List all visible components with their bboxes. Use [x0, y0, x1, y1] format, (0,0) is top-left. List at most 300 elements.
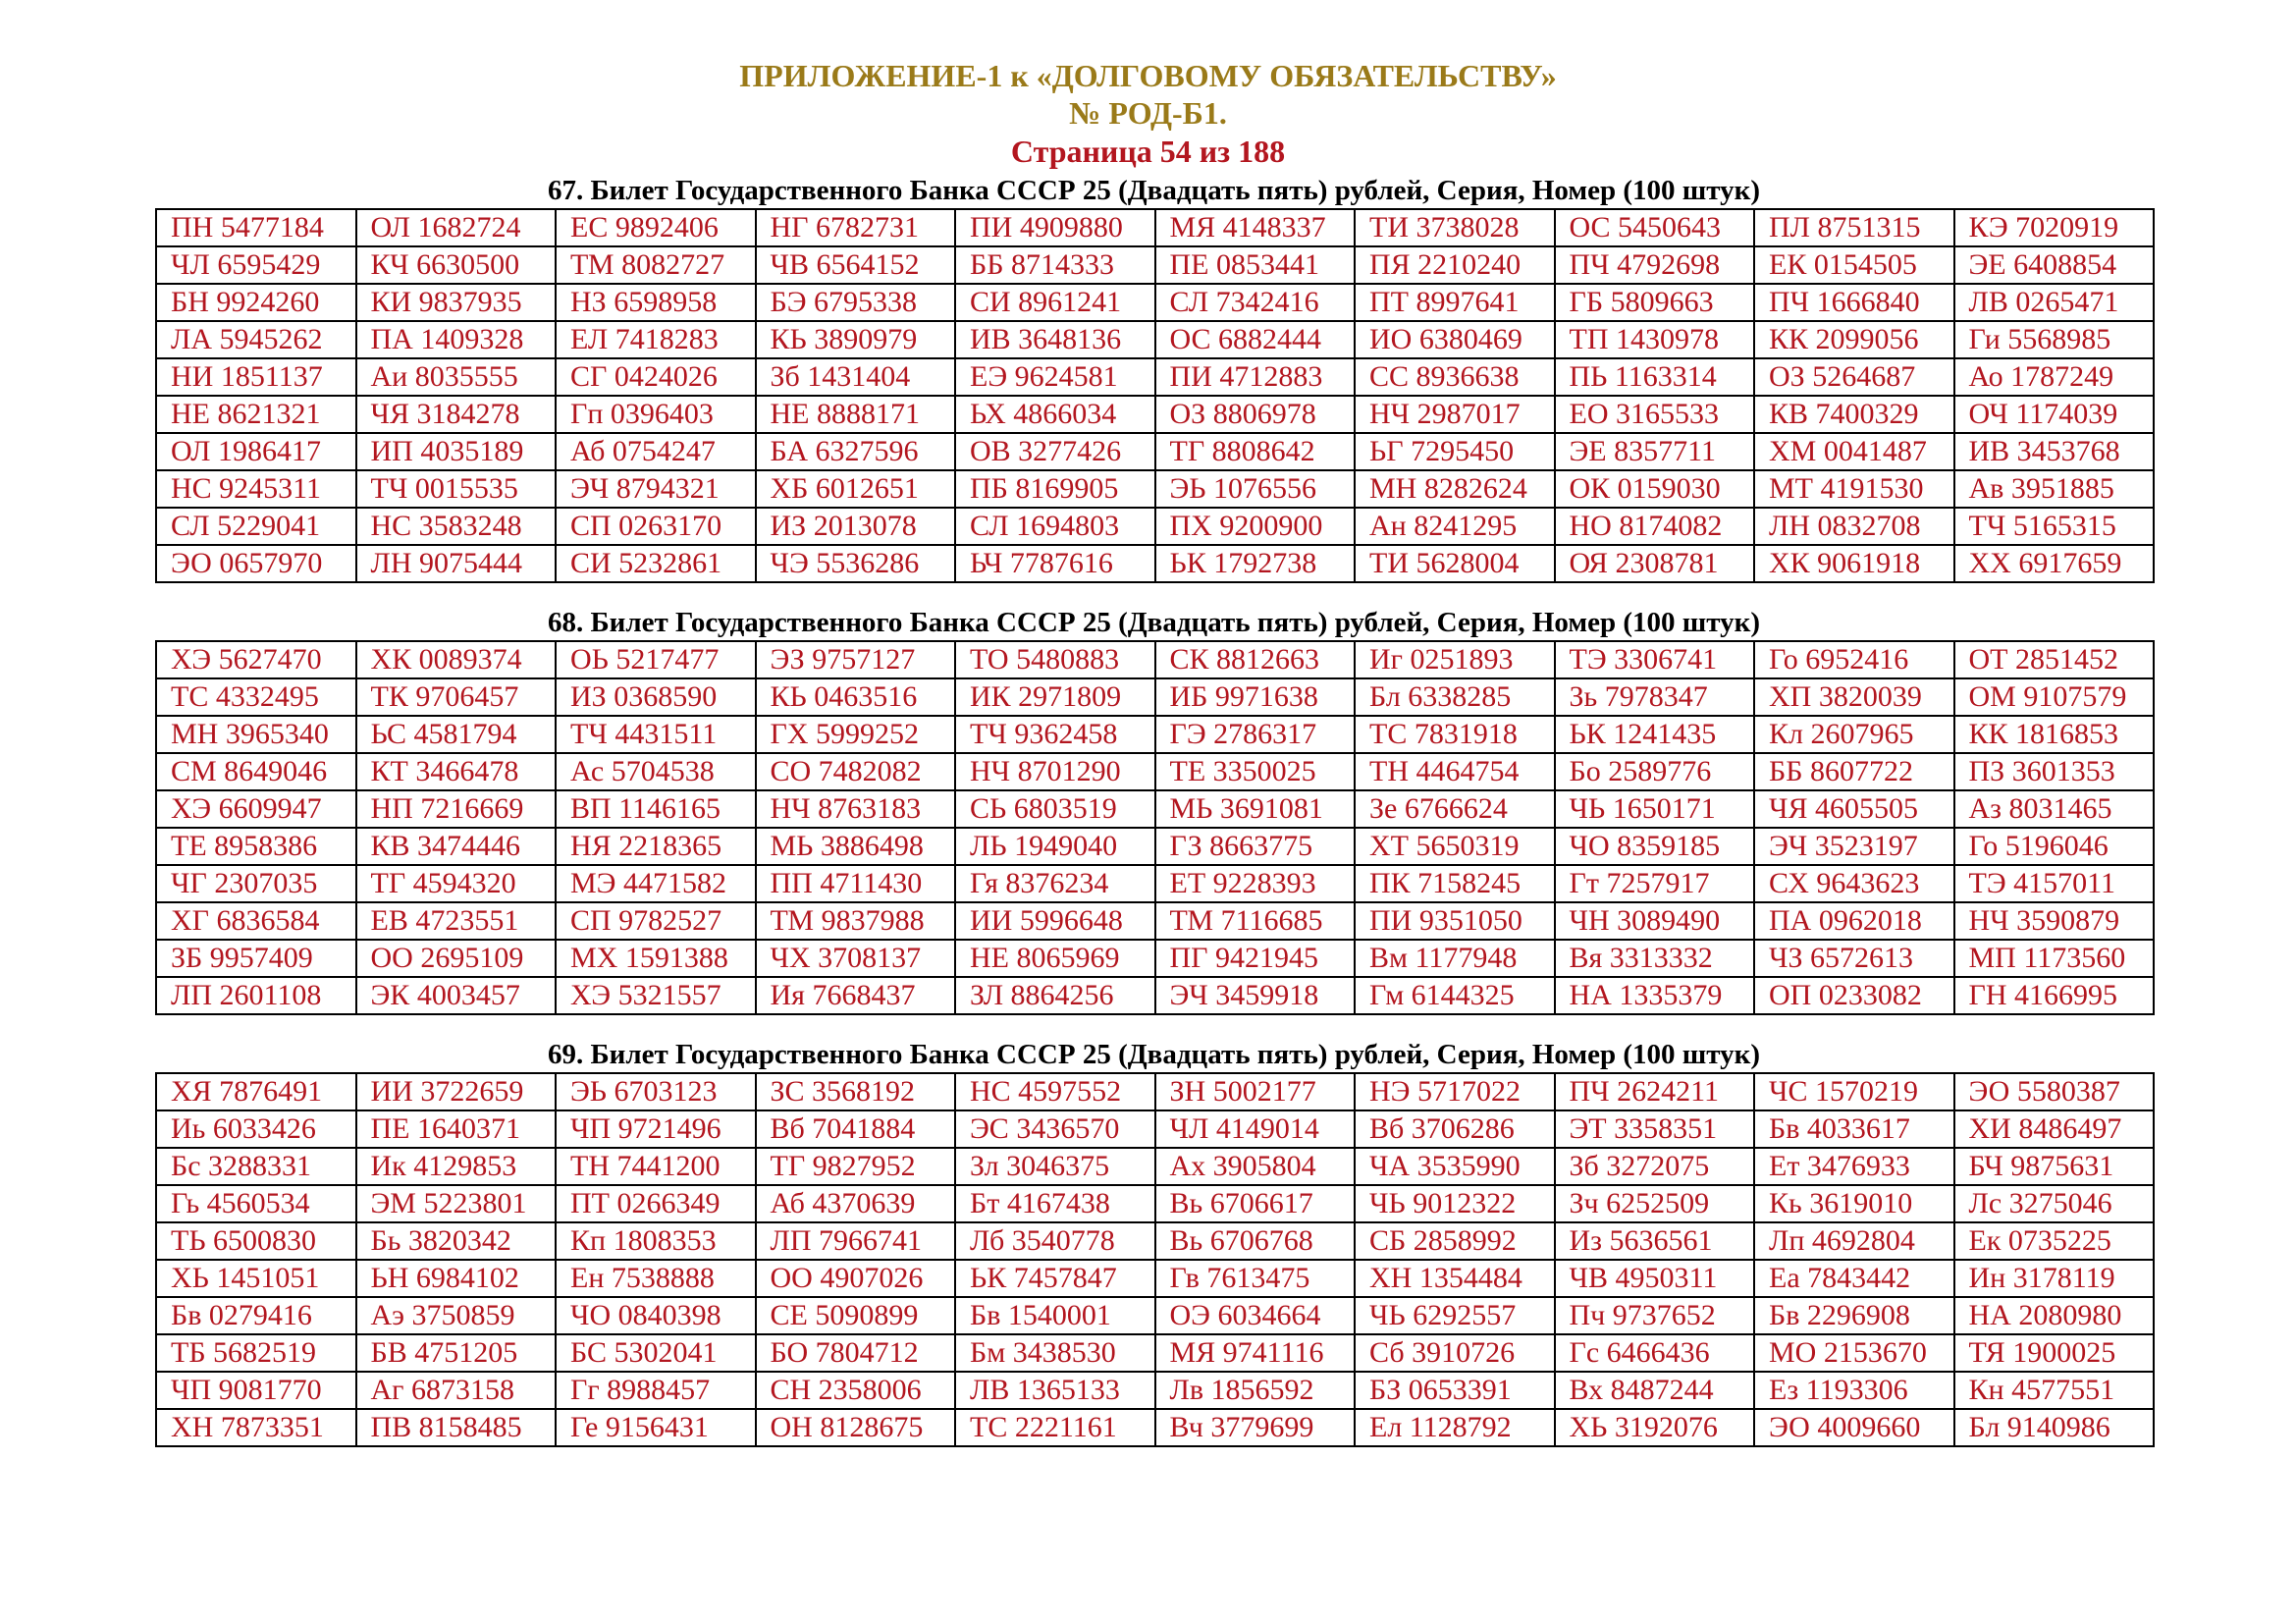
table-row — [156, 1073, 2154, 1110]
serial-cell: НЕ 8065969 — [955, 940, 1155, 977]
serial-cell: ГБ 5809663 — [1555, 284, 1755, 321]
serial-cell: ЛЬ 1949040 — [955, 828, 1155, 865]
serial-cell: Ик 4129853 — [356, 1148, 557, 1185]
serial-cell: ЬС 4581794 — [356, 716, 557, 753]
serial-cell: СЛ 1694803 — [955, 508, 1155, 545]
serial-cell: Вь 6706617 — [1155, 1185, 1356, 1222]
serial-cell: НС 3583248 — [356, 508, 557, 545]
table-row — [156, 1260, 2154, 1297]
serial-cell: ЧЭ 5536286 — [756, 545, 956, 582]
serial-cell: Кн 4577551 — [1954, 1372, 2155, 1409]
serial-cell: Бв 2296908 — [1754, 1297, 1954, 1334]
serial-cell: СИ 5232861 — [556, 545, 756, 582]
serial-cell: Бт 4167438 — [955, 1185, 1155, 1222]
serial-cell: ТП 1430978 — [1555, 321, 1755, 358]
serial-cell: ПЯ 2210240 — [1355, 246, 1555, 284]
serial-cell: Лп 4692804 — [1754, 1222, 1954, 1260]
document-title: ПРИЛОЖЕНИЕ-1 к «ДОЛГОВОМУ ОБЯЗАТЕЛЬСТВУ» — [739, 58, 1557, 93]
serial-cell: Пч 9737652 — [1555, 1297, 1755, 1334]
serial-cell: НЭ 5717022 — [1355, 1073, 1555, 1110]
serial-cell: Зе 6766624 — [1355, 790, 1555, 828]
serial-cell: Ек 0735225 — [1954, 1222, 2155, 1260]
serial-cell: ПЕ 0853441 — [1155, 246, 1356, 284]
serial-cell: МТ 4191530 — [1754, 470, 1954, 508]
serial-cell: БВ 4751205 — [356, 1334, 557, 1372]
serial-cell: ХН 1354484 — [1355, 1260, 1555, 1297]
serial-cell: ЬК 1792738 — [1155, 545, 1356, 582]
serial-cell: МЯ 4148337 — [1155, 209, 1356, 246]
serial-cell: ОП 0233082 — [1754, 977, 1954, 1014]
table-row — [156, 1222, 2154, 1260]
serial-cell: Бо 2589776 — [1555, 753, 1755, 790]
serial-cell: ТН 7441200 — [556, 1148, 756, 1185]
serial-cell: ХЬ 1451051 — [156, 1260, 356, 1297]
serial-cell: Ел 1128792 — [1355, 1409, 1555, 1446]
serial-cell: ЭЗ 9757127 — [756, 641, 956, 678]
serial-cell: ОЗ 8806978 — [1155, 396, 1356, 433]
serial-cell: Иг 0251893 — [1355, 641, 1555, 678]
page-indicator — [0, 132, 2296, 171]
serial-cell: ЗС 3568192 — [756, 1073, 956, 1110]
table-row — [156, 1297, 2154, 1334]
serial-cell: ХП 3820039 — [1754, 678, 1954, 716]
serial-cell: Гг 8988457 — [556, 1372, 756, 1409]
serial-cell: ББ 8714333 — [955, 246, 1155, 284]
serial-cell: Вч 3779699 — [1155, 1409, 1356, 1446]
serial-cell: НС 9245311 — [156, 470, 356, 508]
serial-cell: ИП 4035189 — [356, 433, 557, 470]
serial-cell: Зь 7978347 — [1555, 678, 1755, 716]
serial-cell: НЯ 2218365 — [556, 828, 756, 865]
serial-cell: ПИ 4712883 — [1155, 358, 1356, 396]
serial-cell: ЕЛ 7418283 — [556, 321, 756, 358]
serial-cell: ЭЧ 8794321 — [556, 470, 756, 508]
table-row — [156, 865, 2154, 902]
serial-cell: ИЗ 0368590 — [556, 678, 756, 716]
serial-cell: КЬ 0463516 — [756, 678, 956, 716]
serial-cell: ЧП 9721496 — [556, 1110, 756, 1148]
serial-cell: ТС 4332495 — [156, 678, 356, 716]
serial-cell: ЧГ 2307035 — [156, 865, 356, 902]
serial-cell: ЭМ 5223801 — [356, 1185, 557, 1222]
serial-cell: ГЭ 2786317 — [1155, 716, 1356, 753]
serial-cell: ХТ 5650319 — [1355, 828, 1555, 865]
serial-cell: ТЕ 8958386 — [156, 828, 356, 865]
table-row — [156, 470, 2154, 508]
table-row — [156, 358, 2154, 396]
serial-cell: Ин 3178119 — [1954, 1260, 2155, 1297]
serial-cell: Бв 0279416 — [156, 1297, 356, 1334]
section-68 — [155, 605, 2153, 1015]
serial-cell: ЬН 6984102 — [356, 1260, 557, 1297]
serial-cell: Бс 3288331 — [156, 1148, 356, 1185]
section-title: 67. Билет Государственного Банка СССР 25 (Двадцать пять) рублей, Серия, Номер (100 штук) — [547, 175, 1761, 206]
table-row — [156, 1372, 2154, 1409]
serial-cell: Зч 6252509 — [1555, 1185, 1755, 1222]
serial-cell: МХ 1591388 — [556, 940, 756, 977]
serial-cell: КТ 3466478 — [356, 753, 557, 790]
serial-cell: НИ 1851137 — [156, 358, 356, 396]
serial-cell: СЬ 6803519 — [955, 790, 1155, 828]
serial-cell: ТИ 5628004 — [1355, 545, 1555, 582]
section-67 — [155, 173, 2153, 583]
serial-cell: ЭЬ 1076556 — [1155, 470, 1356, 508]
serial-cell: МП 1173560 — [1954, 940, 2155, 977]
serial-cell: ЧЬ 9012322 — [1355, 1185, 1555, 1222]
serial-cell: ЭК 4003457 — [356, 977, 557, 1014]
page-separator: из — [1199, 134, 1231, 169]
document-number: № РОД-Б1. — [1069, 95, 1227, 131]
serial-cell: МО 2153670 — [1754, 1334, 1954, 1372]
serial-cell: Ги 5568985 — [1954, 321, 2155, 358]
serial-cell: ПЬ 1163314 — [1555, 358, 1755, 396]
serial-cell: НО 8174082 — [1555, 508, 1755, 545]
serial-cell: ХК 9061918 — [1754, 545, 1954, 582]
section-title: 69. Билет Государственного Банка СССР 25 (Двадцать пять) рублей, Серия, Номер (100 штук) — [547, 1039, 1761, 1070]
table-row — [156, 940, 2154, 977]
section-69 — [155, 1037, 2153, 1447]
table-row — [156, 678, 2154, 716]
serial-cell: Аг 6873158 — [356, 1372, 557, 1409]
serial-cell: ТЭ 3306741 — [1555, 641, 1755, 678]
serial-cell: Гм 6144325 — [1355, 977, 1555, 1014]
serial-cell: ПХ 9200900 — [1155, 508, 1356, 545]
serial-cell: БН 9924260 — [156, 284, 356, 321]
serial-cell: ЧЯ 3184278 — [356, 396, 557, 433]
serial-cell: КВ 7400329 — [1754, 396, 1954, 433]
serial-cell: МЭ 4471582 — [556, 865, 756, 902]
serial-cell: ЭО 5580387 — [1954, 1073, 2155, 1110]
serial-cell: ПА 0962018 — [1754, 902, 1954, 940]
serial-cell: ТМ 7116685 — [1155, 902, 1356, 940]
serial-cell: ХН 7873351 — [156, 1409, 356, 1446]
serial-cell: Гв 7613475 — [1155, 1260, 1356, 1297]
serial-cell: ЭЧ 3459918 — [1155, 977, 1356, 1014]
serial-cell: ЧО 0840398 — [556, 1297, 756, 1334]
serial-cell: ГХ 5999252 — [756, 716, 956, 753]
serial-cell: МЯ 9741116 — [1155, 1334, 1356, 1372]
serial-cell: СО 7482082 — [756, 753, 956, 790]
serial-cell: ЧВ 6564152 — [756, 246, 956, 284]
serial-cell: ЕК 0154505 — [1754, 246, 1954, 284]
serial-table — [155, 1072, 2155, 1447]
serial-cell: ЭЕ 8357711 — [1555, 433, 1755, 470]
serial-cell: ГН 4166995 — [1954, 977, 2155, 1014]
serial-cell: ПЧ 1666840 — [1754, 284, 1954, 321]
serial-cell: ЛН 9075444 — [356, 545, 557, 582]
serial-cell: СГ 0424026 — [556, 358, 756, 396]
serial-cell: ПТ 8997641 — [1355, 284, 1555, 321]
table-row — [156, 508, 2154, 545]
serial-cell: ЧА 3535990 — [1355, 1148, 1555, 1185]
serial-cell: Ав 3951885 — [1954, 470, 2155, 508]
table-row — [156, 284, 2154, 321]
serial-cell: ОТ 2851452 — [1954, 641, 2155, 678]
table-row — [156, 209, 2154, 246]
serial-cell: ТС 2221161 — [955, 1409, 1155, 1446]
document-header — [0, 57, 2296, 171]
serial-cell: Сб 3910726 — [1355, 1334, 1555, 1372]
serial-cell: ОЛ 1986417 — [156, 433, 356, 470]
serial-cell: НС 4597552 — [955, 1073, 1155, 1110]
serial-cell: Ет 3476933 — [1754, 1148, 1954, 1185]
serial-cell: ОЭ 6034664 — [1155, 1297, 1356, 1334]
serial-cell: ПГ 9421945 — [1155, 940, 1356, 977]
serial-cell: ТЧ 9362458 — [955, 716, 1155, 753]
serial-cell: ТМ 8082727 — [556, 246, 756, 284]
serial-cell: КВ 3474446 — [356, 828, 557, 865]
serial-cell: Гт 7257917 — [1555, 865, 1755, 902]
serial-cell: КК 2099056 — [1754, 321, 1954, 358]
serial-cell: ОЯ 2308781 — [1555, 545, 1755, 582]
serial-cell: Лс 3275046 — [1954, 1185, 2155, 1222]
serial-cell: Вх 8487244 — [1555, 1372, 1755, 1409]
serial-cell: ХБ 6012651 — [756, 470, 956, 508]
serial-cell: ТГ 8808642 — [1155, 433, 1356, 470]
serial-cell: СЛ 7342416 — [1155, 284, 1356, 321]
serial-cell: ОЧ 1174039 — [1954, 396, 2155, 433]
serial-cell: ВП 1146165 — [556, 790, 756, 828]
serial-cell: ПБ 8169905 — [955, 470, 1155, 508]
serial-cell: ЧП 9081770 — [156, 1372, 356, 1409]
serial-cell: ЕВ 4723551 — [356, 902, 557, 940]
serial-cell: ТЧ 4431511 — [556, 716, 756, 753]
serial-cell: ТЕ 3350025 — [1155, 753, 1356, 790]
serial-cell: Зб 3272075 — [1555, 1148, 1755, 1185]
serial-cell: НА 2080980 — [1954, 1297, 2155, 1334]
serial-cell: ОЛ 1682724 — [356, 209, 557, 246]
serial-cell: Вм 1177948 — [1355, 940, 1555, 977]
serial-cell: НП 7216669 — [356, 790, 557, 828]
serial-cell: ЕО 3165533 — [1555, 396, 1755, 433]
serial-cell: ОН 8128675 — [756, 1409, 956, 1446]
serial-cell: ХГ 6836584 — [156, 902, 356, 940]
serial-cell: СМ 8649046 — [156, 753, 356, 790]
serial-cell: СС 8936638 — [1355, 358, 1555, 396]
serial-cell: ТЧ 0015535 — [356, 470, 557, 508]
serial-cell: ЛН 0832708 — [1754, 508, 1954, 545]
serial-cell: Гс 6466436 — [1555, 1334, 1755, 1372]
serial-cell: ЧЬ 1650171 — [1555, 790, 1755, 828]
serial-cell: ТГ 9827952 — [756, 1148, 956, 1185]
serial-cell: НЕ 8888171 — [756, 396, 956, 433]
serial-cell: СБ 2858992 — [1355, 1222, 1555, 1260]
serial-cell: Лв 1856592 — [1155, 1372, 1356, 1409]
page-current: 54 — [1159, 134, 1192, 169]
serial-cell: ПА 1409328 — [356, 321, 557, 358]
serial-cell: Ез 1193306 — [1754, 1372, 1954, 1409]
serial-cell: ЧО 8359185 — [1555, 828, 1755, 865]
serial-cell: БЭ 6795338 — [756, 284, 956, 321]
serial-cell: ЕС 9892406 — [556, 209, 756, 246]
serial-cell: ПИ 4909880 — [955, 209, 1155, 246]
serial-cell: Вь 6706768 — [1155, 1222, 1356, 1260]
page-prefix: Страница — [1010, 134, 1152, 169]
serial-cell: ИИ 3722659 — [356, 1073, 557, 1110]
serial-cell: Бв 4033617 — [1754, 1110, 1954, 1148]
serial-cell: ЧЯ 4605505 — [1754, 790, 1954, 828]
table-row — [156, 545, 2154, 582]
table-row — [156, 902, 2154, 940]
serial-cell: ТМ 9837988 — [756, 902, 956, 940]
serial-cell: ЭЧ 3523197 — [1754, 828, 1954, 865]
serial-cell: ЭО 0657970 — [156, 545, 356, 582]
serial-cell: ЬК 1241435 — [1555, 716, 1755, 753]
serial-cell: Бв 1540001 — [955, 1297, 1155, 1334]
serial-cell: Аи 8035555 — [356, 358, 557, 396]
serial-cell: Го 6952416 — [1754, 641, 1954, 678]
serial-cell: ТС 7831918 — [1355, 716, 1555, 753]
serial-cell: ЧХ 3708137 — [756, 940, 956, 977]
serial-cell: МЬ 3886498 — [756, 828, 956, 865]
serial-cell: ОМ 9107579 — [1954, 678, 2155, 716]
serial-cell: ЧЛ 4149014 — [1155, 1110, 1356, 1148]
serial-cell: ИИ 5996648 — [955, 902, 1155, 940]
serial-cell: ПК 7158245 — [1355, 865, 1555, 902]
serial-cell: ЬГ 7295450 — [1355, 433, 1555, 470]
serial-cell: ОЬ 5217477 — [556, 641, 756, 678]
serial-cell: БЗ 0653391 — [1355, 1372, 1555, 1409]
serial-cell: ЛП 2601108 — [156, 977, 356, 1014]
serial-cell: Еа 7843442 — [1754, 1260, 1954, 1297]
serial-cell: ЗБ 9957409 — [156, 940, 356, 977]
serial-cell: ИЗ 2013078 — [756, 508, 956, 545]
serial-cell: ИК 2971809 — [955, 678, 1155, 716]
serial-cell: ОЗ 5264687 — [1754, 358, 1954, 396]
serial-cell: ПВ 8158485 — [356, 1409, 557, 1446]
serial-cell: СИ 8961241 — [955, 284, 1155, 321]
serial-cell: СЕ 5090899 — [756, 1297, 956, 1334]
serial-cell: Бл 9140986 — [1954, 1409, 2155, 1446]
serial-cell: НЧ 2987017 — [1355, 396, 1555, 433]
table-row — [156, 396, 2154, 433]
table-row — [156, 753, 2154, 790]
serial-cell: Бь 3820342 — [356, 1222, 557, 1260]
serial-cell: Зл 3046375 — [955, 1148, 1155, 1185]
serial-cell: ЧЛ 6595429 — [156, 246, 356, 284]
serial-table — [155, 208, 2155, 583]
serial-cell: КЭ 7020919 — [1954, 209, 2155, 246]
table-row — [156, 1334, 2154, 1372]
serial-cell: ХЯ 7876491 — [156, 1073, 356, 1110]
serial-cell: НЕ 8621321 — [156, 396, 356, 433]
serial-cell: ЭО 4009660 — [1754, 1409, 1954, 1446]
serial-cell: Бм 3438530 — [955, 1334, 1155, 1372]
serial-cell: ОС 5450643 — [1555, 209, 1755, 246]
serial-cell: СН 2358006 — [756, 1372, 956, 1409]
serial-cell: ИБ 9971638 — [1155, 678, 1356, 716]
serial-cell: НЗ 6598958 — [556, 284, 756, 321]
serial-cell: Аб 0754247 — [556, 433, 756, 470]
serial-cell: ТЭ 4157011 — [1954, 865, 2155, 902]
serial-cell: ЛВ 0265471 — [1954, 284, 2155, 321]
serial-cell: ОК 0159030 — [1555, 470, 1755, 508]
serial-cell: МЬ 3691081 — [1155, 790, 1356, 828]
table-row — [156, 433, 2154, 470]
table-row — [156, 641, 2154, 678]
serial-cell: ХХ 6917659 — [1954, 545, 2155, 582]
serial-cell: ТН 4464754 — [1355, 753, 1555, 790]
serial-cell: Аб 4370639 — [756, 1185, 956, 1222]
serial-cell: Кл 2607965 — [1754, 716, 1954, 753]
table-row — [156, 1148, 2154, 1185]
table-row — [156, 828, 2154, 865]
serial-cell: ОО 2695109 — [356, 940, 557, 977]
serial-cell: ЕТ 9228393 — [1155, 865, 1356, 902]
serial-cell: НЧ 3590879 — [1954, 902, 2155, 940]
serial-cell: ТЬ 6500830 — [156, 1222, 356, 1260]
serial-cell: ХЭ 6609947 — [156, 790, 356, 828]
serial-cell: МН 3965340 — [156, 716, 356, 753]
serial-cell: Кп 1808353 — [556, 1222, 756, 1260]
serial-cell: ЗН 5002177 — [1155, 1073, 1356, 1110]
serial-cell: СХ 9643623 — [1754, 865, 1954, 902]
serial-cell: ЛВ 1365133 — [955, 1372, 1155, 1409]
serial-cell: Из 5636561 — [1555, 1222, 1755, 1260]
serial-cell: ИВ 3648136 — [955, 321, 1155, 358]
serial-cell: СК 8812663 — [1155, 641, 1356, 678]
serial-cell: ХМ 0041487 — [1754, 433, 1954, 470]
serial-cell: СП 9782527 — [556, 902, 756, 940]
table-row — [156, 790, 2154, 828]
serial-cell: Ао 1787249 — [1954, 358, 2155, 396]
serial-cell: БС 5302041 — [556, 1334, 756, 1372]
serial-cell: ЭС 3436570 — [955, 1110, 1155, 1148]
serial-cell: ЬК 7457847 — [955, 1260, 1155, 1297]
serial-cell: Иь 6033426 — [156, 1110, 356, 1148]
serial-cell: Аз 8031465 — [1954, 790, 2155, 828]
serial-cell: ЕЭ 9624581 — [955, 358, 1155, 396]
serial-cell: Вб 7041884 — [756, 1110, 956, 1148]
serial-cell: ТИ 3738028 — [1355, 209, 1555, 246]
serial-cell: СЛ 5229041 — [156, 508, 356, 545]
table-row — [156, 1409, 2154, 1446]
serial-cell: ББ 8607722 — [1754, 753, 1954, 790]
serial-cell: НЧ 8763183 — [756, 790, 956, 828]
serial-cell: СП 0263170 — [556, 508, 756, 545]
serial-cell: ЭТ 3358351 — [1555, 1110, 1755, 1148]
serial-cell: ЬЧ 7787616 — [955, 545, 1155, 582]
page-total: 188 — [1238, 134, 1286, 169]
serial-cell: ЧН 3089490 — [1555, 902, 1755, 940]
serial-cell: ГЗ 8663775 — [1155, 828, 1356, 865]
serial-cell: НЧ 8701290 — [955, 753, 1155, 790]
serial-cell: ЧЗ 6572613 — [1754, 940, 1954, 977]
serial-cell: ХЬ 3192076 — [1555, 1409, 1755, 1446]
serial-cell: ЗЛ 8864256 — [955, 977, 1155, 1014]
serial-cell: Ге 9156431 — [556, 1409, 756, 1446]
serial-cell: ПЧ 2624211 — [1555, 1073, 1755, 1110]
serial-cell: КЬ 3890979 — [756, 321, 956, 358]
serial-cell: Гя 8376234 — [955, 865, 1155, 902]
serial-cell: ОС 6882444 — [1155, 321, 1356, 358]
serial-cell: ЭЕ 6408854 — [1954, 246, 2155, 284]
serial-cell: ЬХ 4866034 — [955, 396, 1155, 433]
serial-cell: ПТ 0266349 — [556, 1185, 756, 1222]
serial-cell: ИО 6380469 — [1355, 321, 1555, 358]
serial-cell: ЧВ 4950311 — [1555, 1260, 1755, 1297]
serial-cell: ХЭ 5627470 — [156, 641, 356, 678]
serial-cell: ОВ 3277426 — [955, 433, 1155, 470]
serial-cell: ХЭ 5321557 — [556, 977, 756, 1014]
table-row — [156, 977, 2154, 1014]
serial-cell: ХК 0089374 — [356, 641, 557, 678]
serial-cell: Гь 4560534 — [156, 1185, 356, 1222]
serial-cell: НА 1335379 — [1555, 977, 1755, 1014]
serial-cell: НГ 6782731 — [756, 209, 956, 246]
serial-cell: БА 6327596 — [756, 433, 956, 470]
serial-cell: Вб 3706286 — [1355, 1110, 1555, 1148]
